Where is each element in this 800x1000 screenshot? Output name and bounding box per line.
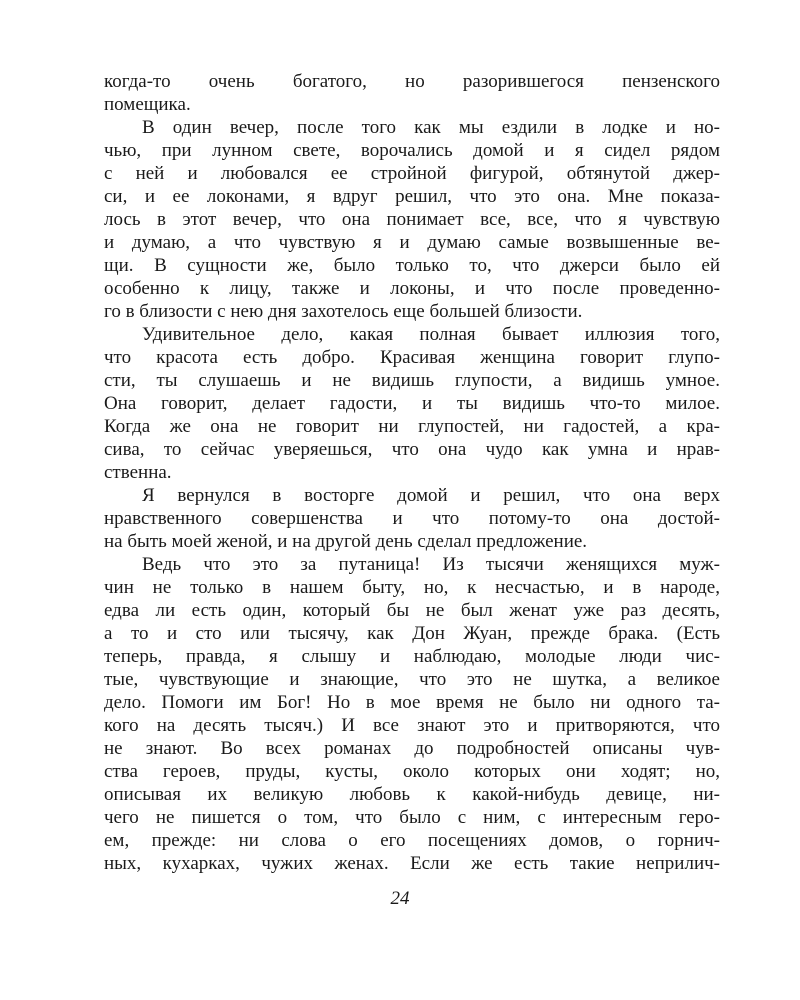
text-line: описывая их великую любовь к какой-нибудь девице, ни- [104,784,720,805]
text-line: Когда же она не говорит ни глупостей, ни гадостей, а кра- [104,416,720,437]
text-line: ем, прежде: ни слова о его посещениях домов, о горнич- [104,830,720,851]
paragraph-start-line: В один вечер, после того как мы ездили в лодке и но- [142,117,720,138]
text-line: чин не только в нашем быту, но, к несчастью, и в народе, [104,577,720,598]
text-line: кого на десять тысяч.) И все знают это и притворяются, что [104,715,720,736]
text-line: с ней и любовался ее стройной фигурой, обтянутой джер- [104,163,720,184]
text-line: тые, чувствующие и знающие, что это не шутка, а великое [104,669,720,690]
text-line: особенно к лицу, также и локоны, и что после проведенно- [104,278,720,299]
paragraph-start-line: Удивительное дело, какая полная бывает иллюзия того, [142,324,720,345]
book-page-text [104,70,720,875]
text-line: сти, ты слушаешь и не видишь глупости, а видишь умное. [104,370,720,391]
text-line: и думаю, а что чувствую я и думаю самые возвышенные ве- [104,232,720,253]
text-line: ства героев, пруды, кусты, около которых они ходят; но, [104,761,720,782]
text-line: лось в этот вечер, что она понимает все, все, что я чувствую [104,209,720,230]
text-line: дело. Помоги им Бог! Но в мое время не было ни одного та- [104,692,720,713]
text-line: щи. В сущности же, было только то, что джерси было ей [104,255,720,276]
page-number: 24 [390,888,410,909]
text-line: помещика. [104,94,191,115]
text-line: когда-то очень богатого, но разорившегося пензенского [104,71,720,92]
text-line: чего не пишется о том, что было с ним, с интересным геро- [104,807,720,828]
text-line: что красота есть добро. Красивая женщина говорит глупо- [104,347,720,368]
text-line: го в близости с нею дня захотелось еще большей близости. [104,301,583,322]
text-line: си, и ее локонами, я вдруг решил, что это она. Мне показа- [104,186,720,207]
text-line: Она говорит, делает гадости, и ты видишь что-то милое. [104,393,720,414]
text-line: едва ли есть один, который бы не был женат уже раз десять, [104,600,720,621]
text-line: теперь, правда, я слышу и наблюдаю, молодые люди чис- [104,646,720,667]
text-line: ных, кухарках, чужих женах. Если же есть такие неприлич- [104,853,720,874]
text-line: сива, то сейчас уверяешься, что она чудо как умна и нрав- [104,439,720,460]
text-line: нравственного совершенства и что потому-то она достой- [104,508,720,529]
text-line: ственна. [104,462,172,483]
paragraph-start-line: Я вернулся в восторге домой и решил, что она верх [142,485,720,506]
text-line: не знают. Во всех романах до подробностей описаны чув- [104,738,720,759]
text-line: на быть моей женой, и на другой день сделал предложение. [104,531,588,552]
text-line: чью, при лунном свете, ворочались домой и я сидел рядом [104,140,720,161]
paragraph-start-line: Ведь что это за путаница! Из тысячи женящихся муж- [142,554,720,575]
text-line: а то и сто или тысячу, как Дон Жуан, прежде брака. (Есть [104,623,720,644]
